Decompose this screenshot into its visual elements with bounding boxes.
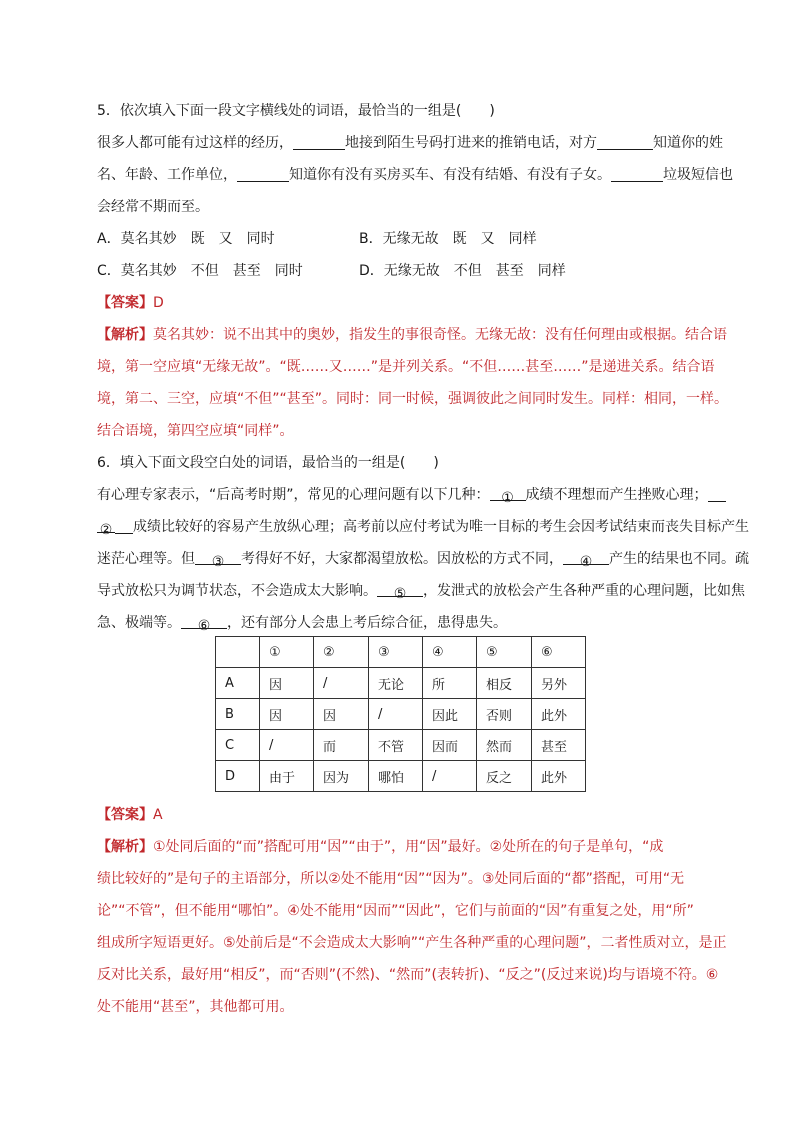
blank-4: ④ — [563, 546, 609, 565]
question-5-options-row-1 — [97, 223, 737, 255]
table-cell: / — [314, 668, 369, 699]
question-6-analysis-line-3: 论”“不管”，但不能用“哪怕”。④处不能用“因而”“因此”，它们与前面的“因”有重复之处，用“所” — [97, 903, 694, 919]
analysis-label: 【解析】 — [97, 839, 153, 855]
question-6 — [97, 447, 749, 639]
question-6-passage-line-5: 急、极端等。 ⑥ ，还有部分人会患上考后综合征，患得患失。 — [97, 607, 737, 639]
table-cell — [216, 637, 260, 668]
blank-1: ① — [490, 482, 526, 501]
question-6-stem: 6．填入下面文段空白处的词语，最恰当的一组是( ) — [97, 455, 439, 471]
table-cell: B — [216, 699, 260, 730]
table-cell: ⑤ — [477, 637, 532, 668]
table-cell: 此外 — [532, 699, 586, 730]
table-cell: ② — [314, 637, 369, 668]
blank-2 — [597, 131, 653, 150]
table-row — [216, 761, 586, 792]
question-6-analysis-line-2: 绩比较好的”是句子的主语部分，所以②处不能用“因”“因为”。③处同后面的“都”搭配，可用“无 — [97, 871, 685, 887]
question-5 — [97, 95, 737, 447]
question-5-options-row-2 — [97, 255, 737, 287]
table-cell: 而 — [314, 730, 369, 761]
table-cell: 由于 — [260, 761, 314, 792]
question-5-passage-line-3: 会经常不期而至。 — [97, 199, 209, 215]
blank-3: ③ — [195, 546, 241, 565]
answer-value: A — [153, 807, 163, 823]
table-cell: 甚至 — [532, 730, 586, 761]
blank-6: ⑥ — [181, 610, 227, 629]
question-6-passage-line-2: ② 成绩比较好的容易产生放纵心理；高考前以应付考试为唯一目标的考生会因考试结束而丧失目标产生 — [97, 511, 737, 543]
question-6-passage-line-1: 有心理专家表示，“后高考时期”，常见的心理问题有以下几种： ① 成绩不理想而产生挫败心理； — [97, 479, 737, 511]
question-6-solution — [97, 799, 737, 1023]
table-cell: 另外 — [532, 668, 586, 699]
question-5-analysis-line-1: 【解析】莫名其妙：说不出其中的奥妙，指发生的事很奇怪。无缘无故：没有任何理由或根据。结合语 — [97, 327, 727, 343]
question-5-stem: 5．依次填入下面一段文字横线处的词语，最恰当的一组是( ) — [97, 103, 495, 119]
table-cell: 所 — [423, 668, 477, 699]
table-cell: 因 — [260, 668, 314, 699]
question-6-passage-line-4: 导式放松只为调节状态，不会造成太大影响。 ⑤ ，发泄式的放松会产生各种严重的心理问题，比如焦 — [97, 575, 737, 607]
table-row — [216, 730, 586, 761]
table-cell: 因 — [260, 699, 314, 730]
table-cell: 因此 — [423, 699, 477, 730]
question-6-passage-line-3: 迷茫心理等。但 ③ 考得好不好，大家都渴望放松。因放松的方式不同， ④ 产生的结果也不同。疏 — [97, 543, 737, 575]
table-cell: ① — [260, 637, 314, 668]
answer-value: D — [153, 295, 164, 311]
table-cell: D — [216, 761, 260, 792]
table-cell: 然而 — [477, 730, 532, 761]
table-row — [216, 699, 586, 730]
option-a: A．莫名其妙 既 又 同时 — [97, 231, 275, 247]
table-cell: 此外 — [532, 761, 586, 792]
table-cell: ⑥ — [532, 637, 586, 668]
blank-5: ⑤ — [377, 578, 423, 597]
table-header-row — [216, 637, 586, 668]
table-cell: ④ — [423, 637, 477, 668]
table-cell: 相反 — [477, 668, 532, 699]
table-cell: / — [260, 730, 314, 761]
question-5-analysis-line-3: 境，第二、三空，应填“不但”“甚至”。同时：同一时候，强调彼此之间同时发生。同样：相同，一样。 — [97, 391, 729, 407]
question-6-answer — [97, 799, 737, 831]
table-row — [216, 668, 586, 699]
table-cell: 因为 — [314, 761, 369, 792]
table-cell: 不管 — [369, 730, 423, 761]
option-b: B．无缘无故 既 又 同样 — [359, 231, 537, 247]
table-cell: C — [216, 730, 260, 761]
blank-2: ② — [97, 514, 115, 533]
question-6-analysis-line-5: 反对比关系，最好用“相反”，而“否则”(不然)、“然而”(表转折)、“反之”(反过来说)均与语境不符。⑥ — [97, 967, 719, 983]
table-cell: 反之 — [477, 761, 532, 792]
question-6-analysis-line-1: 【解析】①处同后面的“而”搭配可用“因”“由于”，用“因”最好。②处所在的句子是单句，“成 — [97, 839, 664, 855]
question-5-passage-line-1: 很多人都可能有过这样的经历， 地接到陌生号码打进来的推销电话，对方 知道你的姓 — [97, 127, 737, 159]
question-6-analysis-line-6: 处不能用“甚至”，其他都可用。 — [97, 999, 294, 1015]
blank-4 — [611, 163, 663, 182]
question-5-passage-line-2: 名、年龄、工作单位， 知道你有没有买房买车、有没有结婚、有没有子女。 垃圾短信也 — [97, 159, 737, 191]
question-5-answer — [97, 287, 737, 319]
question-5-analysis-line-4: 结合语境，第四空应填“同样”。 — [97, 423, 294, 439]
table-cell: 因 — [314, 699, 369, 730]
answer-label: 【答案】 — [97, 807, 153, 823]
table-cell: / — [369, 699, 423, 730]
table-cell: 因而 — [423, 730, 477, 761]
table-cell: 无论 — [369, 668, 423, 699]
question-5-analysis-line-2: 境，第一空应填“无缘无故”。“既……又……”是并列关系。“不但……甚至……”是递进关系。结合语 — [97, 359, 715, 375]
options-table — [215, 636, 586, 792]
blank-1 — [293, 131, 345, 150]
table-cell: 否则 — [477, 699, 532, 730]
table-cell: / — [423, 761, 477, 792]
table-cell: 哪怕 — [369, 761, 423, 792]
analysis-label: 【解析】 — [97, 327, 153, 343]
option-c: C．莫名其妙 不但 甚至 同时 — [97, 263, 303, 279]
question-6-analysis-line-4: 组成所字短语更好。⑤处前后是“不会造成太大影响”“产生各种严重的心理问题”，二者性质对立，是正 — [97, 935, 727, 951]
table-cell: A — [216, 668, 260, 699]
option-d: D．无缘无故 不但 甚至 同样 — [359, 263, 566, 279]
blank-3 — [237, 163, 289, 182]
table-cell: ③ — [369, 637, 423, 668]
answer-label: 【答案】 — [97, 295, 153, 311]
